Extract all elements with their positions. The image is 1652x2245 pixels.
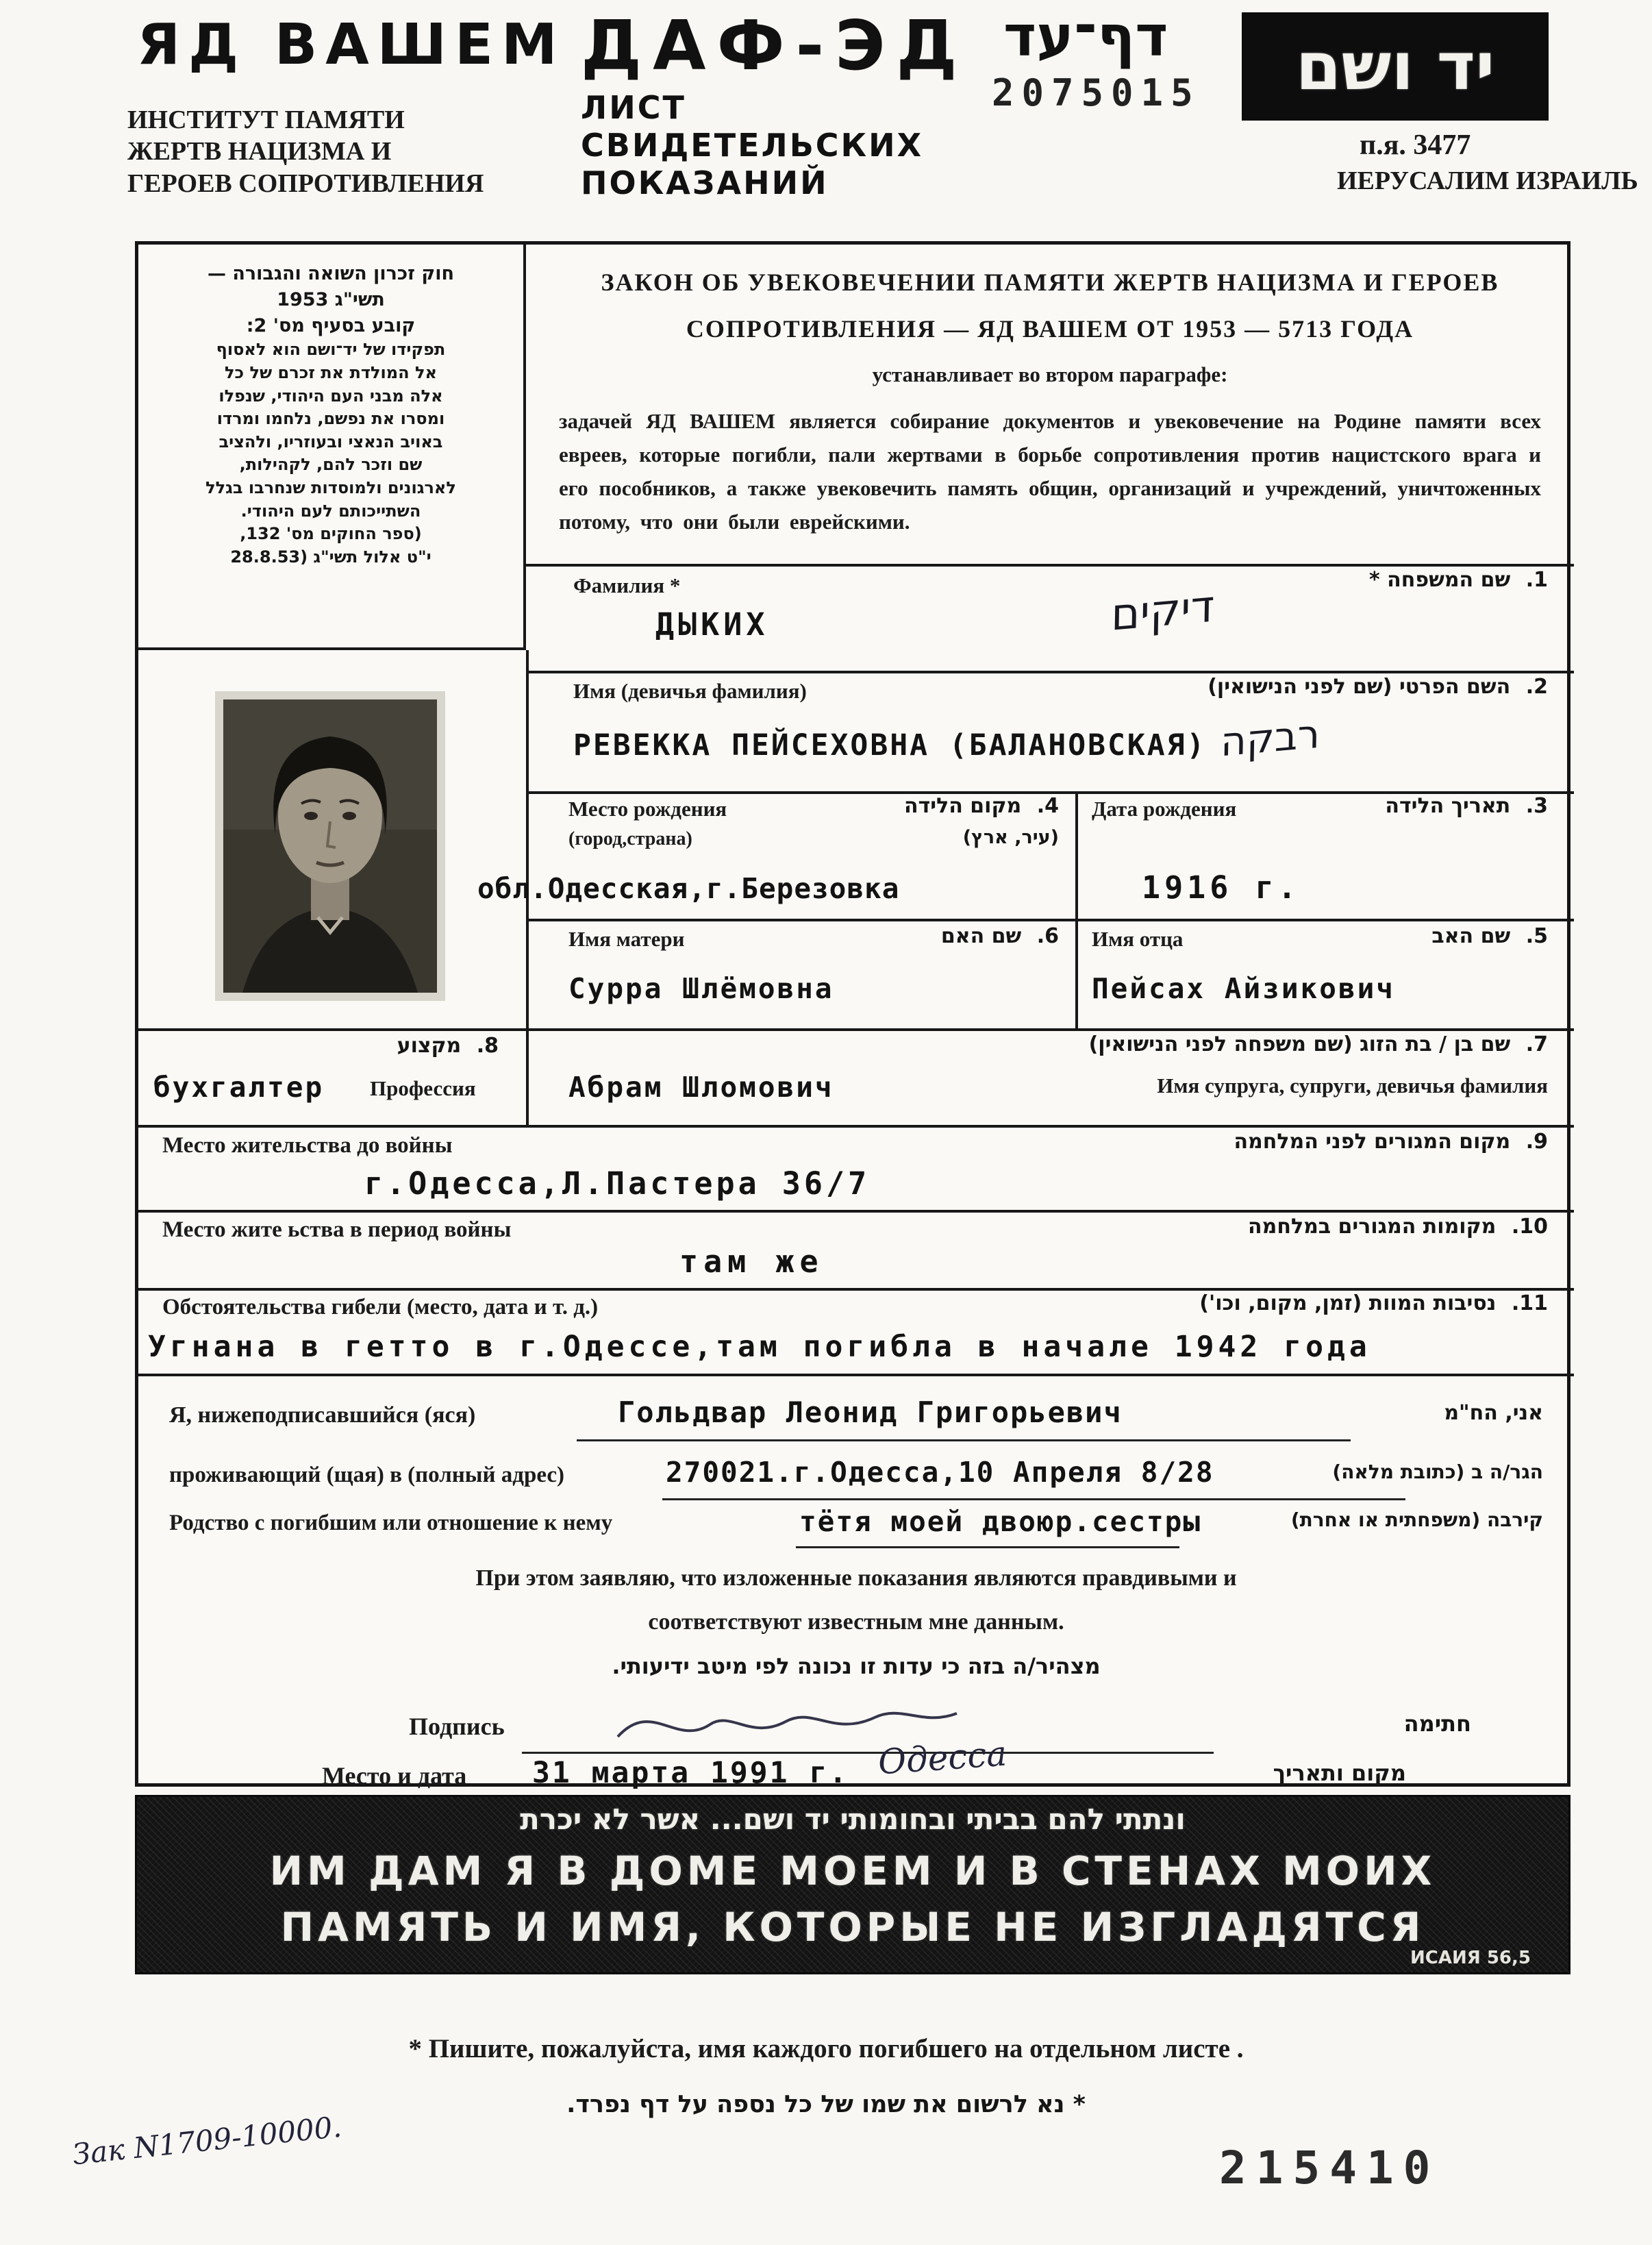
field-number: .5: [1525, 924, 1548, 948]
field-firstname-value: РЕВЕККА ПЕЙСЕХОВНА (БАЛАНОВСКАЯ): [573, 728, 1207, 762]
field-mother-he-text: שם האם: [940, 924, 1022, 948]
field-profession-label-ru: Профессия: [370, 1076, 476, 1100]
relation-value: тётя моей двоюр.сестры: [799, 1505, 1202, 1538]
field-death-label-ru: Обстоятельства гибели (место, дата и т. д.): [162, 1295, 599, 1319]
form-title-ru: ДАФ-ЭД: [581, 5, 968, 86]
field-mother-label-he: [941, 924, 1059, 948]
form-title-he: דף־עד: [1003, 4, 1168, 69]
field-residence-during-label-ru: Место жите ьства в период войны: [162, 1217, 512, 1242]
field-number: .2: [1525, 675, 1548, 699]
field-mother-label-ru: Имя матери: [568, 927, 685, 951]
row-divider: [526, 671, 1574, 673]
field-death-value: Угнана в гетто в г.Одессе,там погибла в начале 1942 года: [148, 1330, 1371, 1364]
statement-he: מצהיר/ה בזה כי עדות זו נכונה לפי מיטב ידיעותי.: [612, 1653, 1101, 1679]
hebrew-law-sidebar: [138, 245, 526, 650]
field-number: .1: [1525, 568, 1548, 592]
field-residence-before-label-he: [1234, 1130, 1548, 1154]
field-birthplace-he-text: מקום הלידה: [903, 794, 1022, 818]
field-birthplace-label-he2: (עיר, ארץ): [962, 827, 1059, 848]
field-firstname-handwritten: רבקה: [1220, 710, 1321, 766]
field-number: .8: [476, 1034, 499, 1058]
field-birthdate-label-ru: Дата рождения: [1092, 797, 1237, 821]
portrait-photo: [215, 691, 445, 1001]
org-subtitle: [127, 104, 484, 199]
field-birthdate-he-text: תאריך הלידה: [1385, 794, 1511, 818]
field-surname-label-ru: Фамилия *: [573, 573, 681, 597]
org-subtitle-line: ГЕРОЕВ СОПРОТИВЛЕНИЯ: [127, 169, 484, 198]
field-profession-he-text: מקצוע: [397, 1034, 462, 1058]
form-name-line: СВИДЕТЕЛЬСКИХ: [581, 127, 924, 164]
row-divider: [138, 1374, 1574, 1376]
sidebar-line: שם וזכר להם, לקהילות,: [239, 455, 423, 475]
fill-line: [577, 1439, 1351, 1441]
witness-label-he: אני, הח"מ: [1444, 1401, 1543, 1425]
footer-note-he: * נא לרשום את שמו של כל נספה על דף נפרד.: [566, 2091, 1086, 2118]
logo-hebrew-text: יד ושם: [1295, 28, 1495, 105]
memorial-banner: [135, 1795, 1570, 1974]
sidebar-line: תפקידו של יד־ושם הוא לאסוף: [216, 340, 446, 360]
place-date-value: 31 марта 1991 г.: [532, 1756, 849, 1790]
field-surname-handwritten: דיקים: [1110, 581, 1215, 641]
field-spouse-value: Абрам Шломович: [568, 1071, 834, 1104]
form-name-line: ПОКАЗАНИЙ: [581, 164, 829, 202]
banner-source: ИСАИЯ 56,5: [1410, 1948, 1531, 1968]
portrait-photo-image: [215, 691, 445, 1001]
field-birthplace-value: обл.Одесская,г.Березовка: [477, 872, 900, 905]
field-mother-value: Сурра Шлёмовна: [568, 972, 834, 1005]
field-birthplace-label-ru2: (город,страна): [568, 828, 692, 849]
field-number: .3: [1525, 794, 1548, 818]
sidebar-line: לארגונים ולמוסדות שנחרבו בגלל: [205, 477, 456, 497]
field-number: .4: [1036, 794, 1059, 818]
sidebar-line: קובע בסעיף מס' 2:: [246, 314, 416, 336]
banner-russian-line2: ПАМЯТЬ И ИМЯ, КОТОРЫЕ НЕ ИЗГЛАДЯТСЯ: [280, 1904, 1425, 1950]
sidebar-line: י"ט אלול תשי"ג (28.8.53: [230, 547, 431, 567]
field-birthdate-label-he: [1385, 794, 1548, 818]
address-value: 270021.г.Одесса,10 Апреля 8/28: [666, 1456, 1214, 1489]
law-subtitle: устанавливает во втором параграфе:: [872, 362, 1228, 386]
field-number: .6: [1036, 924, 1059, 948]
row-divider: [138, 1210, 1574, 1213]
sidebar-line: השתייכותם לעם היהודי.: [240, 501, 421, 521]
form-name-line: ЛИСТ: [581, 89, 686, 126]
row-divider: [138, 1288, 1574, 1291]
sidebar-line: תשי"ג 1953: [277, 288, 385, 310]
row-divider: [138, 1028, 1574, 1031]
field-number: .9: [1525, 1130, 1548, 1154]
field-number: .7: [1525, 1032, 1548, 1056]
sidebar-line: ומסרו את נפשם, נלחמו ומרדו: [216, 409, 445, 429]
field-father-he-text: שם האב: [1431, 924, 1511, 948]
row-divider: [138, 1125, 1574, 1128]
field-number: .10: [1511, 1215, 1548, 1239]
sidebar-line: (ספר החוקים מס' 132,: [240, 524, 422, 544]
yad-vashem-logo: [1242, 12, 1549, 121]
footer-note-ru: * Пишите, пожалуйста, имя каждого погибшего на отдельном листе .: [408, 2034, 1244, 2063]
statement-line2: соответствуют известным мне данным.: [648, 1609, 1064, 1635]
field-residence-before-he-text: מקום המגורים לפני המלחמה: [1234, 1130, 1511, 1154]
sidebar-line: אל המולדת את זכרם של כל: [225, 362, 437, 382]
print-code-handwritten: Зак N1709-10000.: [71, 2109, 343, 2172]
field-death-he-text: נסיבות המוות (זמן, מקום, וכו'): [1199, 1291, 1497, 1315]
field-residence-during-label-he: [1248, 1215, 1548, 1239]
field-spouse-he-text: שם בן / בת הזוג (שם משפחה לפני הנישואין): [1088, 1032, 1511, 1056]
org-title: ЯД ВАШЕМ: [137, 12, 566, 77]
witness-label-ru: Я, нижеподписавшийся (яся): [169, 1402, 476, 1428]
po-box: п.я. 3477: [1360, 129, 1471, 161]
statement-line1: При этом заявляю, что изложенные показания являются правдивыми и: [475, 1565, 1237, 1591]
sidebar-line: באויב הנאצי ובעוזריו, ולהציב: [218, 432, 443, 451]
field-spouse-label-he: [1089, 1032, 1548, 1056]
stamp-number: 215410: [1219, 2142, 1440, 2194]
place-handwritten: Одесса: [877, 1733, 1008, 1783]
field-father-label-ru: Имя отца: [1092, 927, 1184, 951]
org-subtitle-line: ИНСТИТУТ ПАМЯТИ: [127, 106, 405, 134]
signature-label-ru: Подпись: [409, 1713, 505, 1740]
signature-label-he: חתימה: [1403, 1711, 1471, 1737]
field-surname-label-he: [1369, 568, 1548, 592]
field-number: .11: [1511, 1291, 1548, 1315]
field-profession-value: бухгалтер: [153, 1071, 325, 1104]
sidebar-line: אלה מבני העם היהודי, שנפלו: [218, 386, 443, 406]
field-firstname-he-text: השם הפרטי (שם לפני הנישואין): [1207, 675, 1511, 699]
field-residence-before-label-ru: Место жительства до войны: [162, 1133, 453, 1158]
field-birthplace-label-ru: Место рождения: [568, 797, 727, 821]
place-date-label-ru: Место и дата: [322, 1762, 467, 1789]
field-surname-value: ДЫКИХ: [655, 606, 769, 643]
relation-label-ru: Родство с погибшим или отношение к нему: [169, 1511, 613, 1535]
row-divider: [526, 919, 1574, 921]
field-birthplace-label-he: [904, 794, 1059, 818]
fill-line: [662, 1498, 1405, 1500]
fill-line: [796, 1546, 1179, 1548]
place-date-label-he: מקום ותאריך: [1273, 1760, 1406, 1786]
city-line: ИЕРУСАЛИМ ИЗРАИЛЬ: [1337, 166, 1638, 195]
sidebar-line: חוק זכרון השואה והגבורה —: [207, 263, 455, 284]
row-divider: [526, 564, 1574, 567]
law-title-line2: СОПРОТИВЛЕНИЯ — ЯД ВАШЕМ ОТ 1953 — 5713 ГОДА: [686, 315, 1414, 343]
serial-number: 2075015: [992, 71, 1201, 114]
law-text-block: [526, 245, 1574, 564]
field-residence-during-value: там же: [679, 1243, 824, 1280]
field-father-value: Пейсах Айзикович: [1092, 972, 1395, 1005]
witness-value: Гольдвар Леонид Григорьевич: [618, 1396, 1123, 1429]
field-surname-he-text: שם המשפחה *: [1369, 568, 1511, 592]
field-father-label-he: [1431, 924, 1548, 948]
field-residence-during-he-text: מקומות המגורים במלחמה: [1248, 1215, 1497, 1239]
banner-hebrew-line: ונתתי להם בביתי ובחומותי יד ושם... אשר לא יכרת: [520, 1802, 1186, 1836]
relation-label-he: קירבה (משפחתית או אחרת): [1290, 1509, 1543, 1531]
field-firstname-label-ru: Имя (девичья фамилия): [573, 679, 807, 703]
form-name: [581, 89, 923, 203]
law-body: задачей ЯД ВАШЕМ является собирание документов и увековечение на Родине памяти всех евреев, которые погибли, пали жертвами в борьбе сопротивления против нацистского врага и его пособников, а также увековечить память общин, организаций и учреждений, уничтоженных потому, что они были еврейскими.: [559, 409, 1541, 534]
org-subtitle-line: ЖЕРТВ НАЦИЗМА И: [127, 137, 392, 166]
field-firstname-label-he: [1207, 675, 1548, 699]
form-box: [135, 241, 1570, 1790]
address-label-ru: проживающий (щая) в (полный адрес): [169, 1463, 565, 1487]
field-residence-before-value: г.Одесса,Л.Пастера 36/7: [364, 1165, 871, 1202]
cell-divider: [1075, 791, 1078, 1028]
field-birthdate-value: 1916 г.: [1142, 869, 1301, 906]
law-title-line1: ЗАКОН ОБ УВЕКОВЕЧЕНИИ ПАМЯТИ ЖЕРТВ НАЦИЗМА И ГЕРОЕВ: [601, 269, 1499, 296]
address-label-he: הגר/ה ב (כתובת מלאה): [1332, 1461, 1543, 1483]
banner-russian-line1: ИМ ДАМ Я В ДОМЕ МОЕМ И В СТЕНАХ МОИХ: [269, 1848, 1436, 1894]
field-spouse-label-ru: Имя супруга, супруги, девичья фамилия: [1157, 1074, 1548, 1097]
field-profession-label-he: [397, 1034, 499, 1058]
field-death-label-he: [1199, 1291, 1548, 1315]
